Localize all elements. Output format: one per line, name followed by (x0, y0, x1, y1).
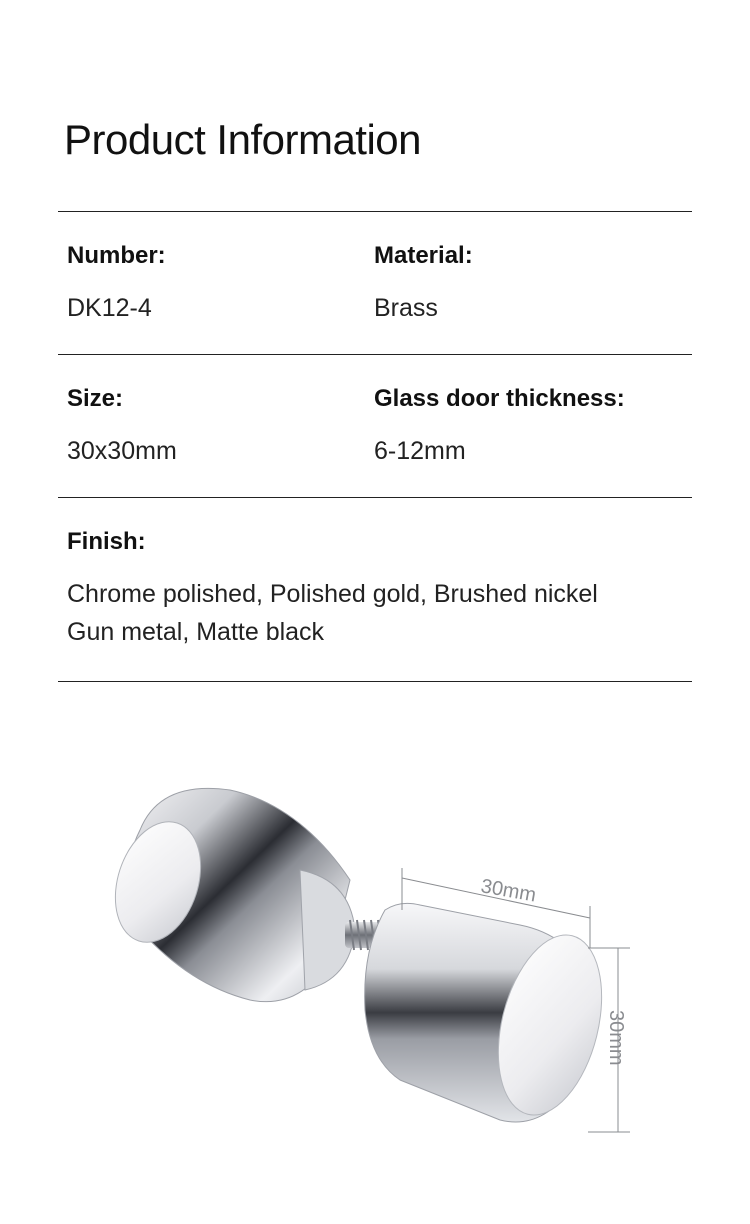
finish-value-line-1: Chrome polished, Polished gold, Brushed nickel (67, 580, 598, 608)
finish-value-line-2: Gun metal, Matte black (67, 618, 325, 646)
number-label: Number: (67, 242, 166, 269)
divider (58, 681, 692, 682)
divider (58, 354, 692, 355)
dimension-width-label: 30mm (479, 875, 538, 907)
divider (58, 497, 692, 498)
finish-label: Finish: (67, 528, 146, 555)
size-value: 30x30mm (67, 437, 177, 465)
material-value: Brass (374, 294, 438, 322)
door-knob-image (100, 760, 660, 1160)
page-title: Product Information (64, 116, 422, 163)
divider (58, 211, 692, 212)
number-value: DK12-4 (67, 294, 152, 322)
size-label: Size: (67, 385, 124, 412)
dimension-height-label: 30mm (605, 1010, 627, 1066)
material-label: Material: (374, 242, 473, 269)
thickness-label: Glass door thickness: (374, 385, 625, 412)
thickness-value: 6-12mm (374, 437, 466, 465)
